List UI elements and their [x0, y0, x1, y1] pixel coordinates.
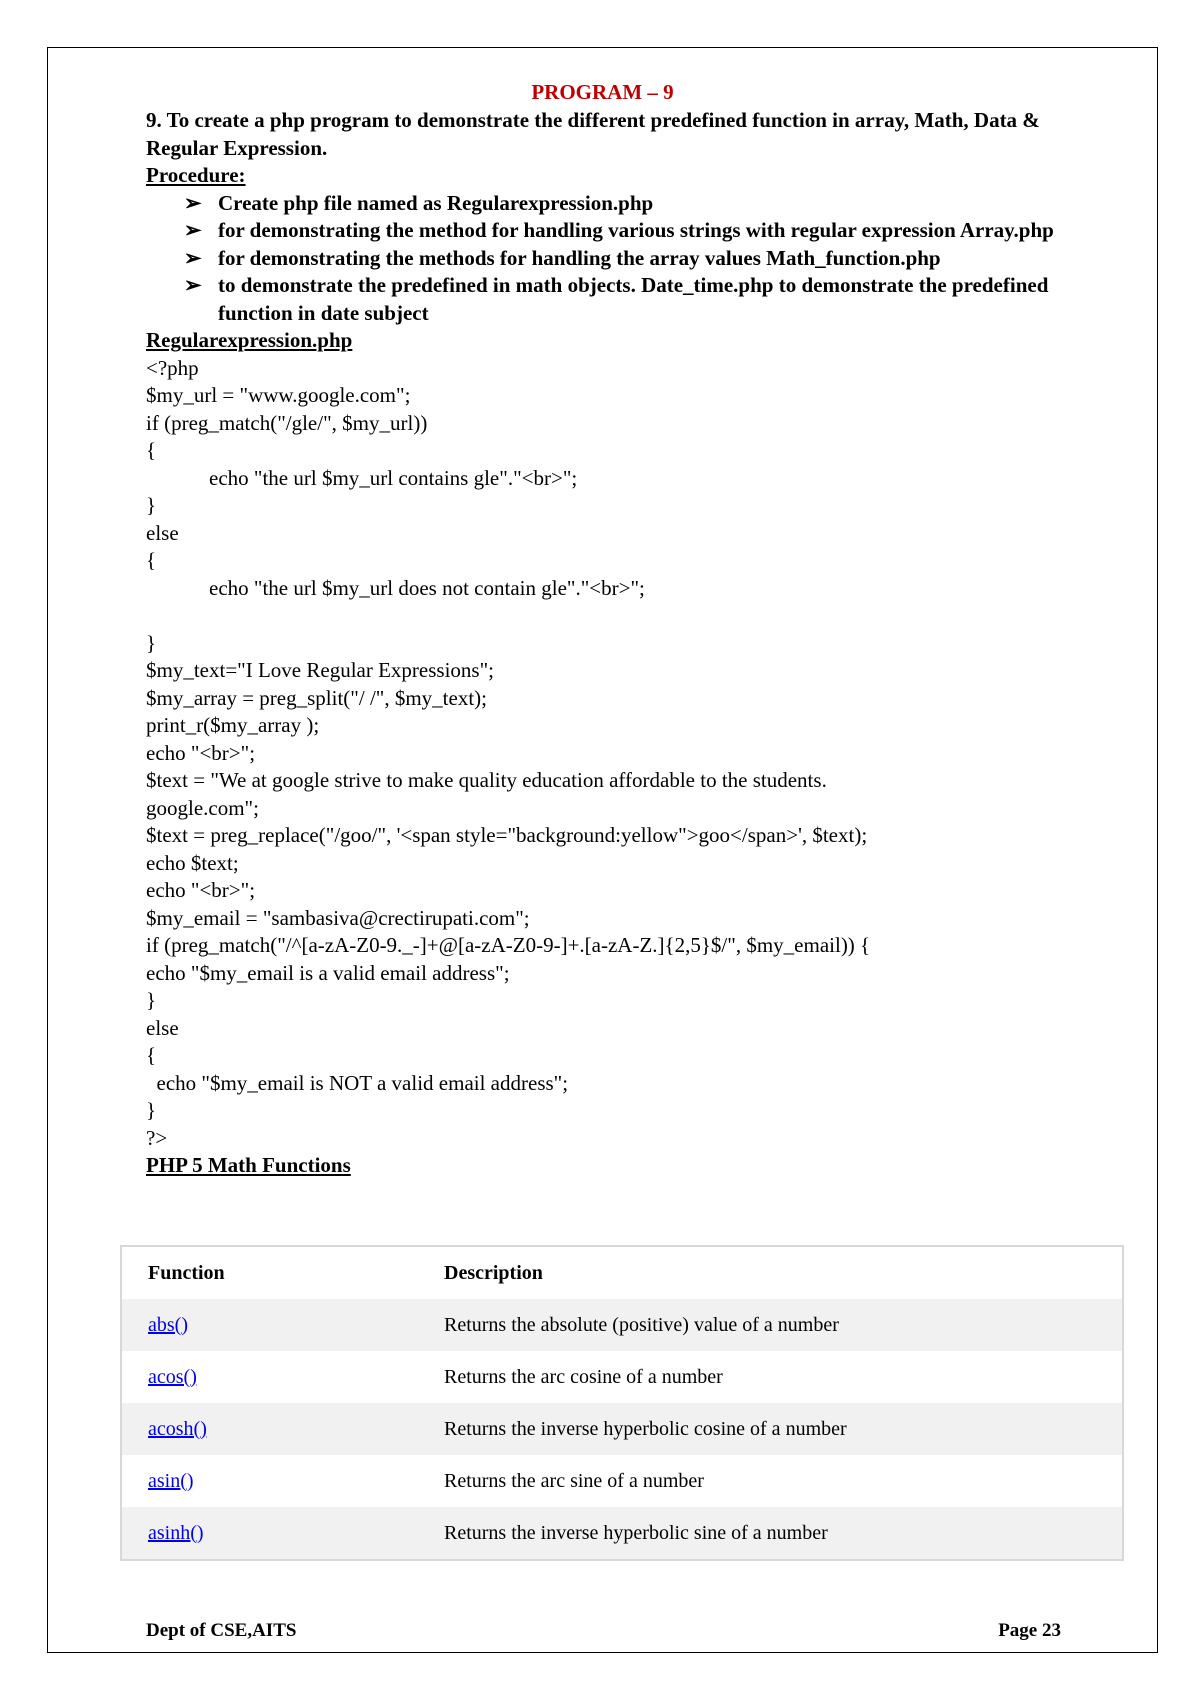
arrow-bullet-icon: ➢ — [184, 190, 202, 215]
footer-page-number: Page 23 — [998, 1620, 1061, 1641]
function-description: Returns the arc sine of a number — [444, 1469, 704, 1492]
function-link-abs[interactable]: abs() — [148, 1313, 188, 1336]
procedure-list — [146, 190, 1096, 328]
list-item: ➢ for demonstrating the methods for handling the array values Math_function.php — [146, 245, 1096, 273]
function-description: Returns the arc cosine of a number — [444, 1365, 723, 1388]
procedure-heading: Procedure: — [146, 163, 246, 187]
function-description: Returns the absolute (positive) value of a number — [418, 1299, 1123, 1351]
table-row — [121, 1351, 1123, 1403]
function-link-acos[interactable]: acos() — [148, 1365, 197, 1388]
table-row — [121, 1299, 1123, 1351]
list-item: ➢ for demonstrating the method for handling various strings with regular expression Array.php — [146, 217, 1096, 245]
code-listing: <?php $my_url = "www.google.com"; if (preg_match("/gle/", $my_url)) { echo "the url $my_url contains gle"."<br>"; } else { echo "the url $my_url does not contain gle"."<br>"; } $my_text="I Love Regular Expressions"; $my_array = preg_split("/ /", $my_text); print_r($my_array ); echo "<br>"; $text = "We at google strive to make quality education affordable to the students. google.com"; $text = preg_replace("/goo/", '<span style="background:yellow">goo</span>', $text); echo $text; echo "<br>"; $my_email = "sambasiva@crectirupati.com"; if (preg_match("/^[a-zA-Z0-9._-]+@[a-zA-Z0-9-]+.[a-zA-Z.]{2,5}$/", $my_email)) { echo "$my_email is a valid email address"; } else { echo "$my_email is NOT a valid email address"; } ?> — [146, 355, 871, 1150]
footer-department: Dept of CSE,AITS — [146, 1620, 297, 1641]
arrow-bullet-icon: ➢ — [184, 273, 202, 297]
arrow-bullet-icon: ➢ — [184, 218, 202, 242]
column-header-description: Description — [418, 1246, 1123, 1299]
math-functions-heading: PHP 5 Math Functions — [146, 1153, 351, 1177]
arrow-bullet-icon: ➢ — [184, 245, 202, 270]
function-description: Returns the inverse hyperbolic sine of a number — [418, 1507, 1123, 1560]
function-link-acosh[interactable]: acosh() — [148, 1417, 207, 1440]
table-row — [121, 1455, 1123, 1507]
function-link-asin[interactable]: asin() — [148, 1469, 194, 1492]
function-description: Returns the inverse hyperbolic cosine of a number — [418, 1403, 1123, 1455]
document-body — [146, 107, 1096, 1180]
list-item: ➢ to demonstrate the predefined in math objects. Date_time.php to demonstrate the predefined function in date subject — [184, 273, 1049, 325]
page-title: PROGRAM – 9 — [531, 80, 674, 104]
column-header-function: Function — [121, 1246, 418, 1299]
function-link-asinh[interactable]: asinh() — [148, 1521, 204, 1544]
math-functions-table — [120, 1245, 1124, 1561]
aim-statement: 9. To create a php program to demonstrate the different predefined function in array, Math, Data & Regular Expression. — [146, 108, 1040, 160]
table-row — [121, 1403, 1123, 1455]
table-header-row — [121, 1246, 1123, 1299]
code-file-heading: Regularexpression.php — [146, 328, 353, 352]
table-row — [121, 1507, 1123, 1560]
list-item: ➢ Create php file named as Regularexpression.php — [146, 190, 1096, 218]
